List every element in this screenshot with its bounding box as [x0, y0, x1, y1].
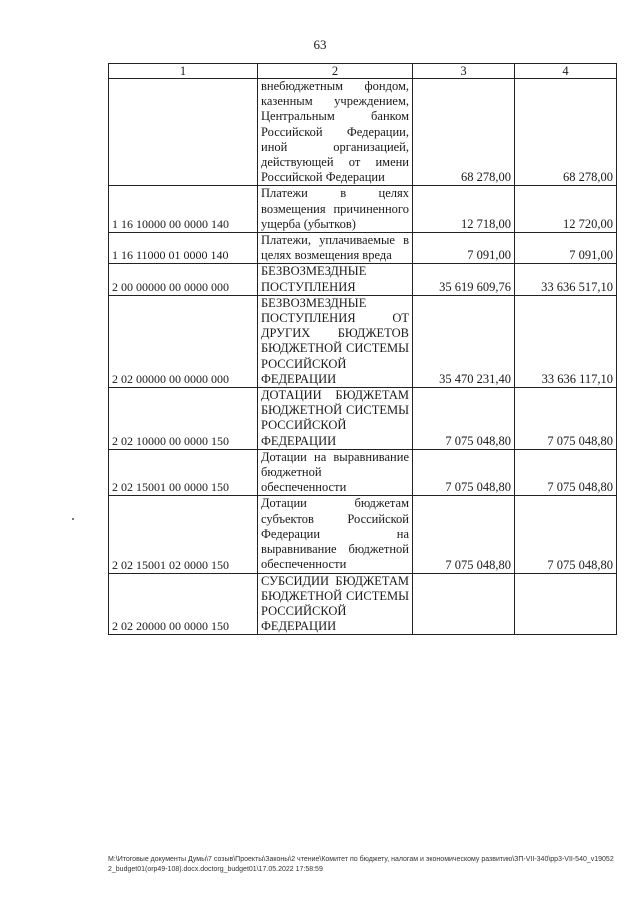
page-number: 63	[313, 37, 327, 52]
row-amount-col4: 7 075 048,80	[515, 449, 617, 496]
row-amount-col3: 7 075 048,80	[413, 388, 515, 450]
column-header-4: 4	[515, 64, 617, 79]
table-row	[109, 233, 617, 264]
budget-table	[108, 63, 617, 635]
row-amount-col4: 33 636 117,10	[515, 295, 617, 387]
table-row	[109, 573, 617, 635]
row-amount-col3: 7 091,00	[413, 233, 515, 264]
row-amount-col4: 33 636 517,10	[515, 264, 617, 295]
table-row	[109, 295, 617, 387]
column-header-1: 1	[109, 64, 258, 79]
row-description: Платежи, уплачиваемые в целях возмещения вреда	[258, 233, 413, 264]
row-description: СУБСИДИИ БЮДЖЕТАМ БЮДЖЕТНОЙ СИСТЕМЫ РОССИЙСКОЙ ФЕДЕРАЦИИ	[258, 573, 413, 635]
row-amount-col3: 68 278,00	[413, 79, 515, 186]
row-code: 2 02 10000 00 0000 150	[109, 388, 258, 450]
column-header-3: 3	[413, 64, 515, 79]
table-row	[109, 79, 617, 186]
row-description: внебюджетным фондом, казенным учреждением, Центральным банком Российской Федерации, иной организацией, действующей от имени Российской Федерации	[258, 79, 413, 186]
row-description: Дотации бюджетам субъектов Российской Федерации на выравнивание бюджетной обеспеченности	[258, 496, 413, 573]
row-code: 2 02 15001 00 0000 150	[109, 449, 258, 496]
row-amount-col4: 68 278,00	[515, 79, 617, 186]
row-amount-col3: 7 075 048,80	[413, 496, 515, 573]
row-amount-col3: 35 619 609,76	[413, 264, 515, 295]
row-code	[109, 79, 258, 186]
row-amount-col3: 12 718,00	[413, 186, 515, 233]
table-row	[109, 264, 617, 295]
row-amount-col4: 7 091,00	[515, 233, 617, 264]
row-code: 1 16 11000 01 0000 140	[109, 233, 258, 264]
column-header-2: 2	[258, 64, 413, 79]
row-amount-col3: 35 470 231,40	[413, 295, 515, 387]
table-header-row	[109, 64, 617, 79]
row-amount-col3: 7 075 048,80	[413, 449, 515, 496]
row-amount-col3	[413, 573, 515, 635]
table-row	[109, 186, 617, 233]
footer-file-path: М:\Итоговые документы Думы\7 созыв\Проекты\Законы\2 чтение\Комитет по бюджету, налогам и экономическому развитию\ЗП-VII-340\pp3-VII-540_v190522_budget01(orp49-108).docx.doctorg_budget01\17.05.2022 17:58:59	[108, 856, 614, 873]
row-description: БЕЗВОЗМЕЗДНЫЕ ПОСТУПЛЕНИЯ ОТ ДРУГИХ БЮДЖЕТОВ БЮДЖЕТНОЙ СИСТЕМЫ РОССИЙСКОЙ ФЕДЕРАЦИИ	[258, 295, 413, 387]
row-code: 1 16 10000 00 0000 140	[109, 186, 258, 233]
row-amount-col4	[515, 573, 617, 635]
row-code: 2 02 15001 02 0000 150	[109, 496, 258, 573]
row-amount-col4: 7 075 048,80	[515, 388, 617, 450]
row-description: Платежи в целях возмещения причиненного ущерба (убытков)	[258, 186, 413, 233]
table-row	[109, 388, 617, 450]
row-amount-col4: 12 720,00	[515, 186, 617, 233]
row-code: 2 02 20000 00 0000 150	[109, 573, 258, 635]
row-code: 2 02 00000 00 0000 000	[109, 295, 258, 387]
row-code: 2 00 00000 00 0000 000	[109, 264, 258, 295]
row-description: ДОТАЦИИ БЮДЖЕТАМ БЮДЖЕТНОЙ СИСТЕМЫ РОССИЙСКОЙ ФЕДЕРАЦИИ	[258, 388, 413, 450]
scan-speck	[72, 518, 74, 520]
table-row	[109, 449, 617, 496]
row-description: Дотации на выравнивание бюджетной обеспеченности	[258, 449, 413, 496]
row-amount-col4: 7 075 048,80	[515, 496, 617, 573]
row-description: БЕЗВОЗМЕЗДНЫЕ ПОСТУПЛЕНИЯ	[258, 264, 413, 295]
table-row	[109, 496, 617, 573]
